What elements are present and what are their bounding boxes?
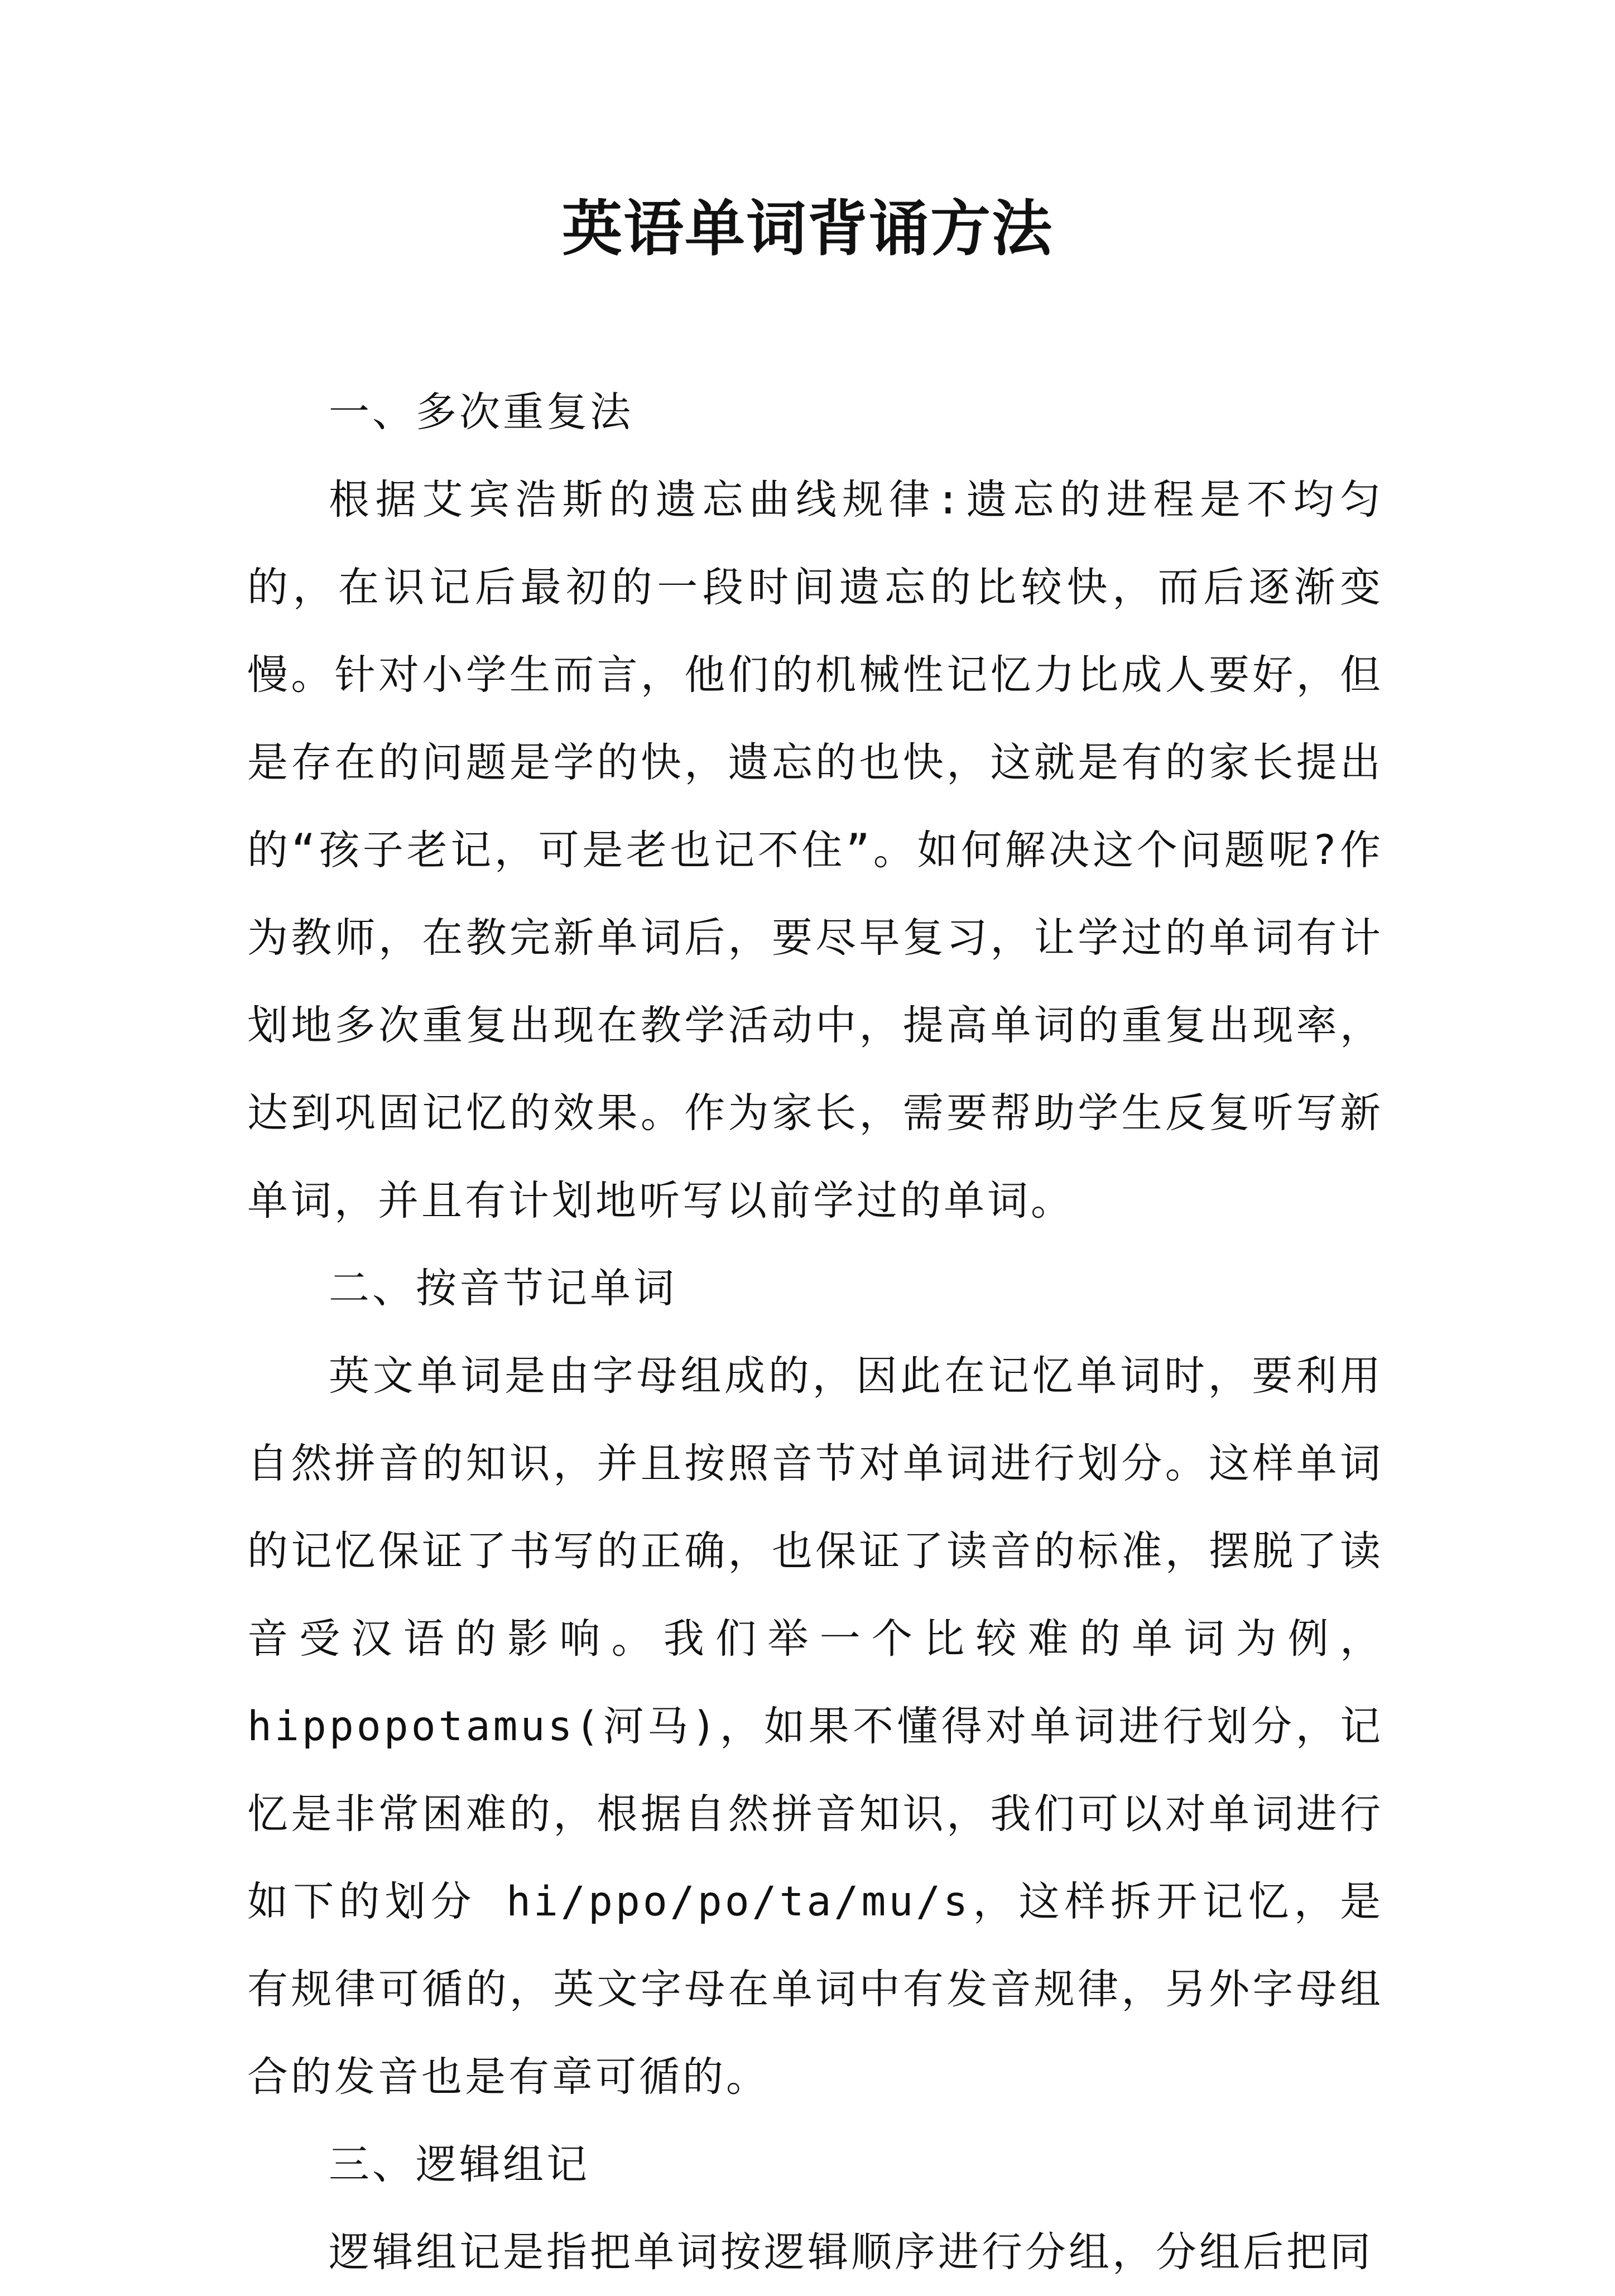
section-paragraph-2: 英文单词是由字母组成的，因此在记忆单词时，要利用自然拼音的知识，并且按照音节对单词进行划分。这样单词的记忆保证了书写的正确，也保证了读音的标准，摆脱了读音受汉语的影响。我们举一个比较难的单词为例，hippopotamus(河马)，如果不懂得对单词进行划分，记忆是非常困难的，根据自然拼音知识，我们可以对单词进行如下的划分 hi/ppo/po/ta/mu/s，这样拆开记忆，是有规律可循的，英文字母在单词中有发音规律，另外字母组合的发音也是有章可循的。	[247, 1352, 1383, 2101]
section-paragraph-3: 逻辑组记是指把单词按逻辑顺序进行分组，分组后把同	[329, 2228, 1373, 2276]
document-body	[247, 368, 1383, 2296]
document-title: 英语单词背诵方法	[561, 194, 1053, 264]
section-heading-2: 二、按音节记单词	[329, 1265, 677, 1312]
section-paragraph-1: 根据艾宾浩斯的遗忘曲线规律:遗忘的进程是不均匀的，在识记后最初的一段时间遗忘的比较快，而后逐渐变慢。针对小学生而言，他们的机械性记忆力比成人要好，但是存在的问题是学的快，遗忘的也快，这就是有的家长提出的“孩子老记，可是老也记不住”。如何解决这个问题呢?作为教师，在教完新单词后，要尽早复习，让学过的单词有计划地多次重复出现在教学活动中，提高单词的重复出现率，达到巩固记忆的效果。作为家长，需要帮助学生反复听写新单词，并且有计划地听写以前学过的单词。	[247, 476, 1383, 1224]
section-heading-3: 三、逻辑组记	[329, 2141, 590, 2188]
section-heading-1: 一、多次重复法	[329, 388, 633, 436]
